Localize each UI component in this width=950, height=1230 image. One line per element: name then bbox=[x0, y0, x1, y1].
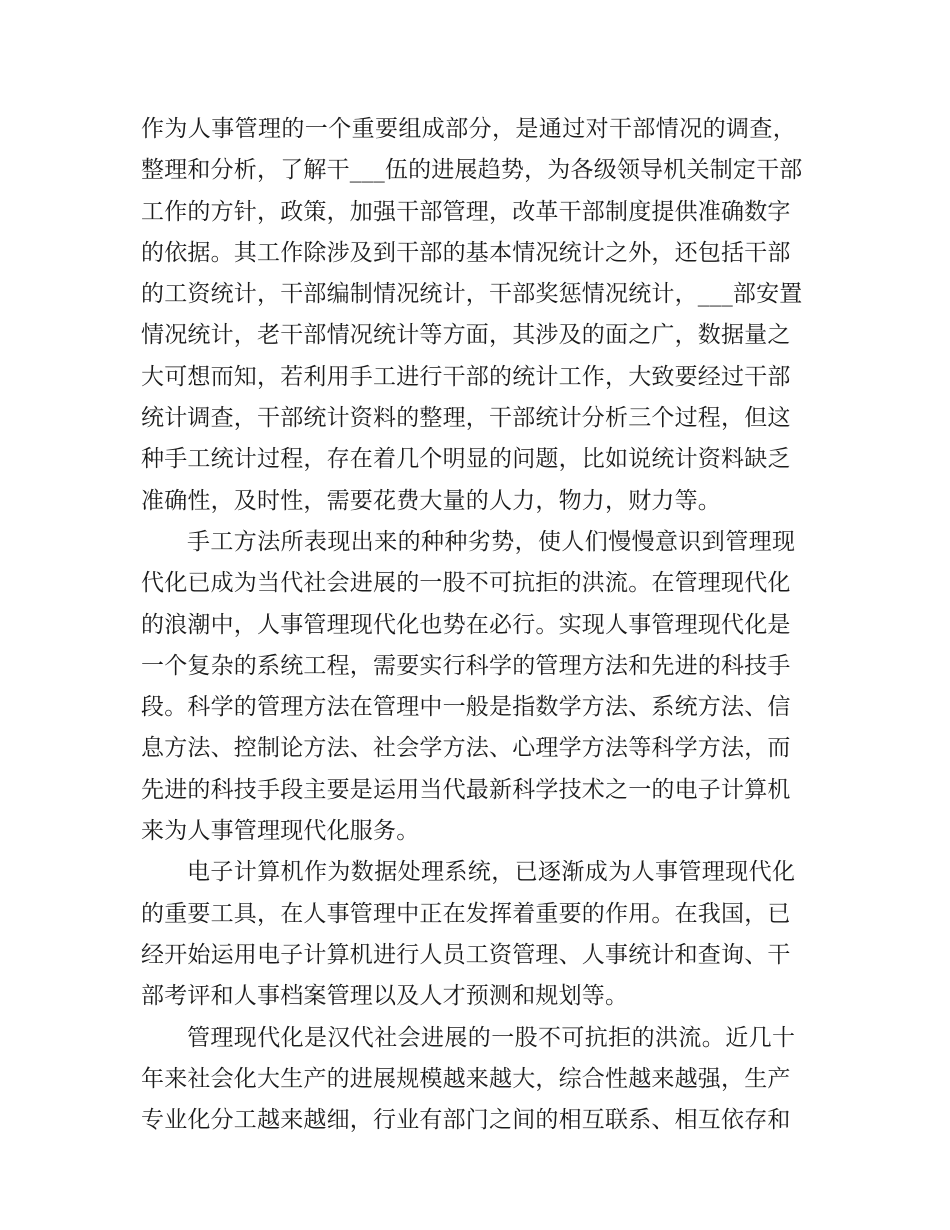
text-line: 的浪潮中，人事管理现代化也势在必行。实现人事管理现代化是 bbox=[141, 611, 791, 638]
text-line: 管理现代化是汉代社会进展的一股不可抗拒的洪流。近几十 bbox=[187, 1024, 796, 1051]
text-line: 息方法、控制论方法、社会学方法、心理学方法等科学方法，而 bbox=[141, 735, 791, 762]
text-line: 经开始运用电子计算机进行人员工资管理、人事统计和查询、干 bbox=[141, 941, 791, 968]
text-line: 电子计算机作为数据处理系统，已逐渐成为人事管理现代化 bbox=[187, 859, 796, 886]
text-line: 准确性，及时性，需要花费大量的人力，物力，财力等。 bbox=[141, 487, 721, 514]
text-line: 情况统计，老干部情况统计等方面，其涉及的面之广，数据量之 bbox=[141, 322, 791, 349]
text-line: 的工资统计，干部编制情况统计，干部奖惩情况统计，___部安置 bbox=[141, 281, 803, 308]
text-line: 年来社会化大生产的进展规模越来越大，综合性越来越强，生产 bbox=[141, 1065, 791, 1092]
text-line: 工作的方针，政策，加强干部管理，改革干部制度提供准确数字 bbox=[141, 198, 791, 225]
text-line: 代化已成为当代社会进展的一股不可抗拒的洪流。在管理现代化 bbox=[141, 570, 791, 597]
text-line: 手工方法所表现出来的种种劣势，使人们慢慢意识到管理现 bbox=[187, 528, 796, 555]
text-line: 大可想而知，若利用手工进行干部的统计工作，大致要经过干部 bbox=[141, 363, 791, 390]
document-body bbox=[141, 109, 813, 1141]
text-line: 一个复杂的系统工程，需要实行科学的管理方法和先进的科技手 bbox=[141, 652, 791, 679]
text-line: 作为人事管理的一个重要组成部分，是通过对干部情况的调查， bbox=[141, 116, 797, 142]
text-line: 先进的科技手段主要是运用当代最新科学技术之一的电子计算机 bbox=[141, 776, 791, 803]
text-line: 种手工统计过程，存在着几个明显的问题，比如说统计资料缺乏 bbox=[141, 446, 791, 473]
text-line: 来为人事管理现代化服务。 bbox=[141, 818, 420, 845]
paragraph-4 bbox=[141, 1018, 813, 1142]
text-line: 专业化分工越来越细，行业有部门之间的相互联系、相互依存和 bbox=[141, 1107, 791, 1134]
text-line: 段。科学的管理方法在管理中一般是指数学方法、系统方法、信 bbox=[141, 694, 791, 721]
text-line: 整理和分析，了解干___伍的进展趋势，为各级领导机关制定干部 bbox=[141, 157, 803, 184]
text-line: 的依据。其工作除涉及到干部的基本情况统计之外，还包括干部 bbox=[141, 239, 791, 266]
paragraph-1 bbox=[141, 109, 813, 522]
text-line: 统计调查，干部统计资料的整理，干部统计分析三个过程，但这 bbox=[141, 405, 791, 432]
text-line: 的重要工具，在人事管理中正在发挥着重要的作用。在我国，已 bbox=[141, 900, 791, 927]
paragraph-2 bbox=[141, 522, 813, 852]
text-line: 部考评和人事档案管理以及人才预测和规划等。 bbox=[141, 983, 629, 1010]
paragraph-3 bbox=[141, 852, 813, 1017]
